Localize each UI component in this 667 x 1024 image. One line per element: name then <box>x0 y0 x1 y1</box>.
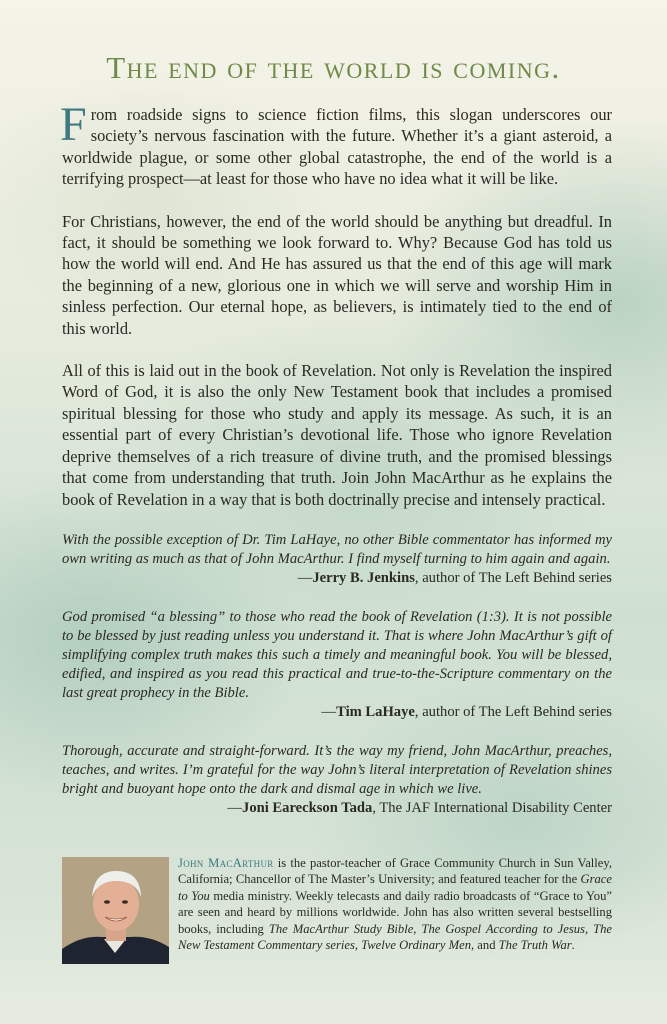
endorsement-tada <box>62 742 612 818</box>
bio-text-part: . <box>571 938 575 953</box>
attribution-dash: — <box>227 799 243 816</box>
endorser-name: Joni Eareckson Tada <box>242 799 373 816</box>
paragraph-christians: For Christians, however, the end of the world should be anything but dreadful. In fact, it should be something we look forward to. Why? Because God has told us how the world will end. And He has assured us that the end of this age will mark the beginning of a new, glorious one in which we will serve and worship Him in sinless perfection. Our eternal hope, as believers, is intimately tied to the end of this world. <box>62 211 612 338</box>
bio-text-part: is the pastor-teacher of Grace Community Church in Sun Valley, California; Chancellor of The Master’s University; and featured teacher for the <box>178 856 612 887</box>
attribution-dash: — <box>297 569 313 586</box>
endorsement-lahaye <box>62 608 612 722</box>
endorsement-attribution <box>62 569 612 588</box>
bio-text-part: media ministry. Weekly telecasts and daily radio broadcasts of “Grace to You” are seen and heard by millions worldwide. John has also written several bestselling books, including <box>178 888 612 936</box>
endorser-name: Jerry B. Jenkins <box>312 569 415 586</box>
endorsement-attribution <box>62 703 612 722</box>
endorser-name: Tim LaHaye <box>336 703 415 720</box>
author-portrait-illustration <box>62 857 169 964</box>
body-copy <box>60 98 612 838</box>
endorser-role: , author of The Left Behind series <box>414 703 612 720</box>
intro-text: rom roadside signs to science fiction films, this slogan underscores our society’s nervous fascination with the future. Whether it’s a giant asteroid, a worldwide plague, or some other global catastrophe, the end of the world is a terrifying prospect—at least for those who have no idea what it will be like. <box>62 105 612 189</box>
author-photo <box>62 857 169 964</box>
endorser-role: , author of The Left Behind series <box>414 569 612 586</box>
endorsement-text: With the possible exception of Dr. Tim LaHaye, no other Bible commentator has informed my own writing as much as that of John MacArthur. I find myself turning to him again and again. <box>62 531 612 567</box>
author-name: John MacArthur <box>178 856 274 870</box>
book-titles: The MacArthur Study Bible, The Gospel According to Jesus, The New Testament Commentary series, Twelve Ordinary Men, <box>178 921 612 953</box>
bio-text-part: and <box>474 938 499 953</box>
bio-text <box>178 855 612 953</box>
book-title-truth-war: The Truth War <box>498 938 572 953</box>
endorsement-jenkins <box>62 531 612 588</box>
author-bio <box>62 857 612 967</box>
endorsement-attribution <box>62 799 612 818</box>
intro-paragraph <box>60 98 612 190</box>
paragraph-revelation: All of this is laid out in the book of Revelation. Not only is Revelation the inspired Word of God, it is also the only New Testament book that includes a promised spiritual blessing for those who study and apply its message. As such, it is an essential part of every Christian’s devotional life. Those who ignore Revelation deprive themselves of a rich treasure of divine truth, and the promised blessings that come from understanding that truth. Join John MacArthur as he explains the book of Revelation in a way that is both doctrinally precise and intensely practical. <box>62 361 612 509</box>
attribution-dash: — <box>321 703 337 720</box>
endorsement-text: Thorough, accurate and straight-forward. It’s the way my friend, John MacArthur, preaches, teaches, and writes. I’m grateful for the way John’s literal interpretation of Revelation shines bright and buoyant hope onto the dark and dismal age in which we live. <box>62 742 612 797</box>
drop-cap: F <box>60 98 87 151</box>
page-title: The end of the world is coming. <box>106 50 561 85</box>
endorsement-text: God promised “a blessing” to those who read the book of Revelation (1:3). It is not possible to be blessed by just reading unless you understand it. That is where John MacArthur’s gift of simplifying complex truth makes this such a timely and meaningful book. You will be blessed, edified, and inspired as you read this practical and true-to-the-Scripture commentary on the last great prophecy in the Bible. <box>62 608 612 701</box>
endorser-role: , The JAF International Disability Center <box>372 799 612 816</box>
ministry-title: Grace to You <box>178 872 612 903</box>
